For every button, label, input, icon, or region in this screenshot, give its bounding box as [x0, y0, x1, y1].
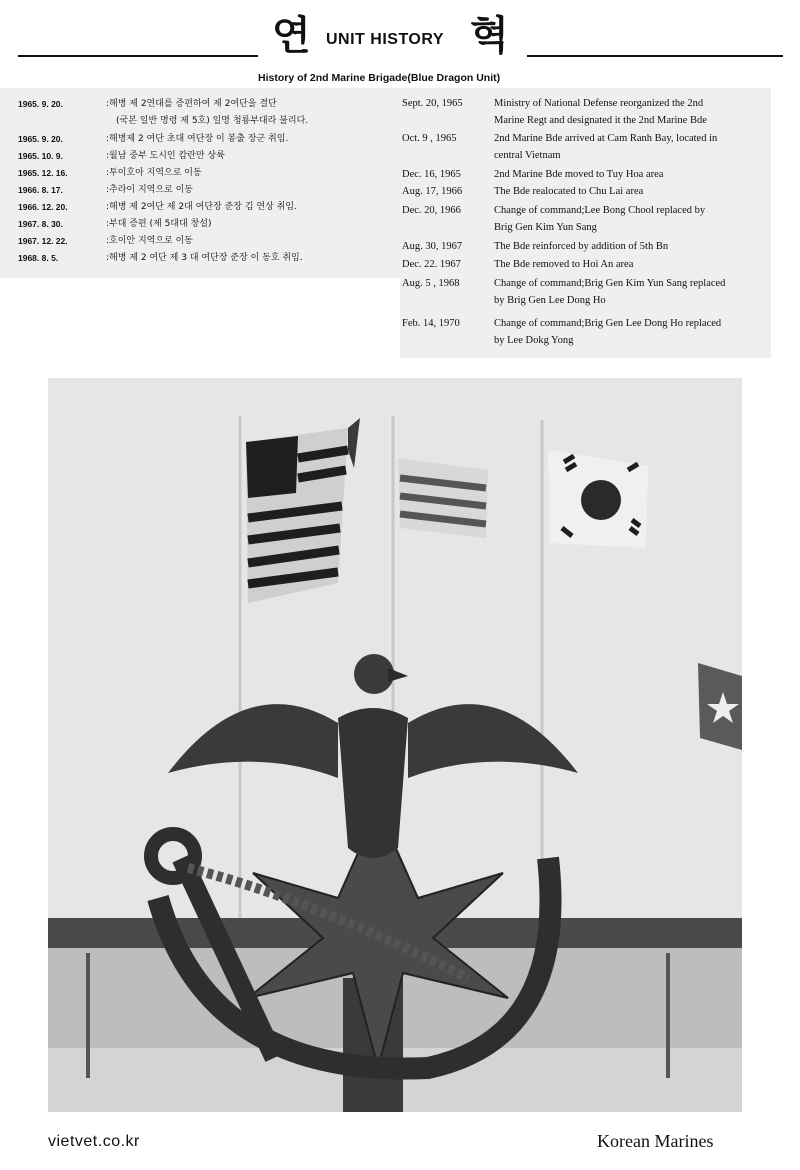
entry-line: Change of command;Brig Gen Kim Yun Sang replaced	[494, 278, 726, 289]
entry-text: :해병 제 2연대를 증편하여 제 2여단을 결단	[106, 99, 277, 109]
entry-text: The Bde removed to Hoi An area	[494, 259, 634, 270]
header-rule-right	[527, 55, 783, 57]
entry-text	[494, 95, 786, 129]
monument-photo	[48, 378, 742, 1112]
entry-text: (국본 일반 명령 제 5호) 일명 청룡부대라 불리다.	[116, 116, 309, 126]
entry-line: Brig Gen Kim Yun Sang	[494, 222, 597, 233]
entry-text: 2nd Marine Bde moved to Tuy Hoa area	[494, 169, 664, 180]
entry-date: 1967. 12. 22.	[18, 236, 68, 246]
entry-text	[494, 275, 786, 309]
vietnam-flag	[698, 663, 742, 750]
entry-text	[494, 315, 786, 349]
entry-date: Dec. 22. 1967	[402, 259, 461, 270]
entry-line: by Brig Gen Lee Dong Ho	[494, 295, 606, 306]
entry-text: :추라이 지역으로 이동	[106, 185, 194, 195]
entry-date: 1965. 12. 16.	[18, 168, 68, 178]
entry-date: Aug. 17, 1966	[402, 186, 463, 197]
entry-date: 1968. 8. 5.	[18, 253, 59, 263]
header-hanja-left: 연	[272, 13, 311, 59]
entry-date: 1965. 10. 9.	[18, 151, 63, 161]
center-flag	[398, 458, 488, 538]
website-url: vietvet.co.kr	[48, 1133, 140, 1150]
entry-line: Marine Regt and designated it the 2nd Marine Bde	[494, 115, 707, 126]
entry-text	[494, 202, 786, 236]
entry-date: 1965. 9. 20.	[18, 134, 63, 144]
entry-text: :투이호아 지역으로 이동	[106, 168, 202, 178]
entry-date: Aug. 30, 1967	[402, 241, 463, 252]
entry-date: Sept. 20, 1965	[402, 98, 463, 109]
entry-date: 1966. 8. 17.	[18, 185, 63, 195]
entry-line: by Lee Dokg Yong	[494, 335, 574, 346]
entry-text: :해병제 2 여단 초대 여단장 이 봉출 장군 취임.	[106, 134, 289, 144]
entry-date: Oct. 9 , 1965	[402, 133, 457, 144]
entry-text: :해병 제 2 여단 제 3 대 여단장 준장 이 동호 취임.	[106, 253, 303, 263]
entry-date: 1965. 9. 20.	[18, 99, 63, 109]
entry-text: The Bde reinforced by addition of 5th Bn	[494, 241, 669, 252]
entry-date: Aug. 5 , 1968	[402, 278, 460, 289]
entry-line: 2nd Marine Bde arrived at Cam Ranh Bay, located in	[494, 133, 718, 144]
entry-text: :해병 제 2여단 제 2대 여단장 준장 김 연상 취임.	[106, 202, 297, 212]
header-rule-left	[18, 55, 258, 57]
entry-text	[494, 130, 786, 164]
page-title: UNIT HISTORY	[326, 31, 445, 48]
korean-flag	[548, 450, 648, 548]
entry-text: :부대 증편 (제 5대대 창설)	[106, 219, 212, 229]
entry-line: Change of command;Lee Bong Chool replaced by	[494, 205, 706, 216]
page-subtitle: History of 2nd Marine Brigade(Blue Dragon Unit)	[258, 72, 501, 84]
entry-text: :월남 중부 도시인 캄란만 상륙	[106, 151, 225, 161]
entry-date: 1966. 12. 20.	[18, 202, 68, 212]
header-hanja-right: 혁	[470, 13, 509, 59]
entry-text: The Bde realocated to Chu Lai area	[494, 186, 644, 197]
entry-line: Ministry of National Defense reorganized the 2nd	[494, 98, 704, 109]
entry-date: Feb. 14, 1970	[402, 318, 460, 329]
entry-line: Change of command;Brig Gen Lee Dong Ho replaced	[494, 318, 722, 329]
entry-text: :호이안 지역으로 이동	[106, 236, 194, 246]
entry-date: Dec. 16, 1965	[402, 169, 461, 180]
entry-line: central Vietnam	[494, 150, 561, 161]
entry-date: Dec. 20, 1966	[402, 205, 461, 216]
entry-date: 1967. 8. 30.	[18, 219, 63, 229]
footer-caption: Korean Marines	[597, 1131, 714, 1151]
